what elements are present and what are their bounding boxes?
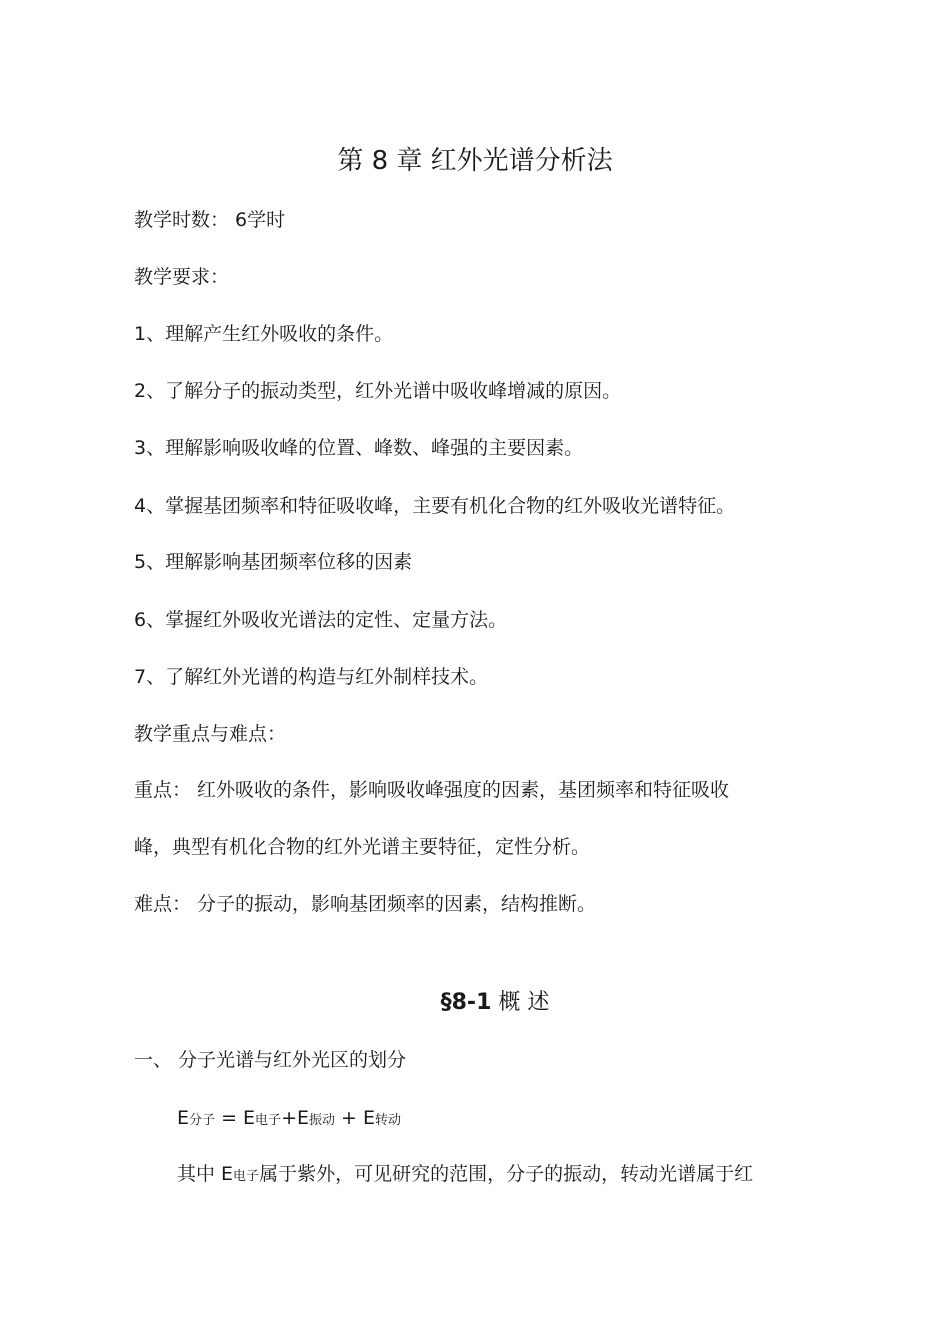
paragraph-text: 属于紫外，可见研究的范围，分子的振动，转动光谱属于红 xyxy=(259,1163,754,1185)
section-name: 概 述 xyxy=(498,990,550,1015)
equation-subscript: 振动 xyxy=(309,1113,336,1128)
equation-term: E xyxy=(177,1107,190,1129)
paragraph-prefix: 其中 E xyxy=(177,1163,234,1185)
energy-equation xyxy=(177,1105,401,1134)
equation-subscript: 电子 xyxy=(255,1113,282,1128)
requirement-item: 6、掌握红外吸收光谱法的定性、定量方法。 xyxy=(134,609,508,631)
teaching-hours: 教学时数： 6学时 xyxy=(134,209,286,231)
requirement-item: 2、了解分子的振动类型，红外光谱中吸收峰增减的原因。 xyxy=(134,380,622,402)
equation-term: E xyxy=(363,1107,376,1129)
section-number: §8-1 xyxy=(440,990,492,1015)
paragraph-subscript: 电子 xyxy=(233,1169,260,1184)
body-paragraph xyxy=(177,1161,753,1190)
equation-subscript: 转动 xyxy=(375,1113,402,1128)
equation-term: E xyxy=(243,1107,256,1129)
requirement-item: 5、理解影响基团频率位移的因素 xyxy=(134,551,413,573)
requirement-item: 4、掌握基团频率和特征吸收峰，主要有机化合物的红外吸收光谱特征。 xyxy=(134,495,736,517)
requirement-item: 1、理解产生红外吸收的条件。 xyxy=(134,323,394,345)
requirement-item: 7、了解红外光谱的构造与红外制样技术。 xyxy=(134,666,489,688)
equation-operator: + xyxy=(335,1107,364,1129)
equation-operator: = xyxy=(215,1107,244,1129)
section-title xyxy=(0,988,950,1018)
subsection-heading: 一、 分子光谱与红外光区的划分 xyxy=(134,1049,407,1071)
key-points-line: 峰，典型有机化合物的红外光谱主要特征，定性分析。 xyxy=(134,836,591,858)
key-difficult-heading: 教学重点与难点： xyxy=(134,723,287,745)
key-points-line: 重点： 红外吸收的条件，影响吸收峰强度的因素，基团频率和特征吸收 xyxy=(134,779,730,801)
equation-subscript: 分子 xyxy=(189,1113,216,1128)
equation-operator: + xyxy=(281,1107,297,1129)
requirement-item: 3、理解影响吸收峰的位置、峰数、峰强的主要因素。 xyxy=(134,437,584,459)
chapter-title: 第 8 章 红外光谱分析法 xyxy=(337,146,613,176)
difficult-points: 难点： 分子的振动，影响基团频率的因素，结构推断。 xyxy=(134,893,597,915)
equation-term: E xyxy=(296,1107,309,1129)
requirements-heading: 教学要求： xyxy=(134,266,230,288)
